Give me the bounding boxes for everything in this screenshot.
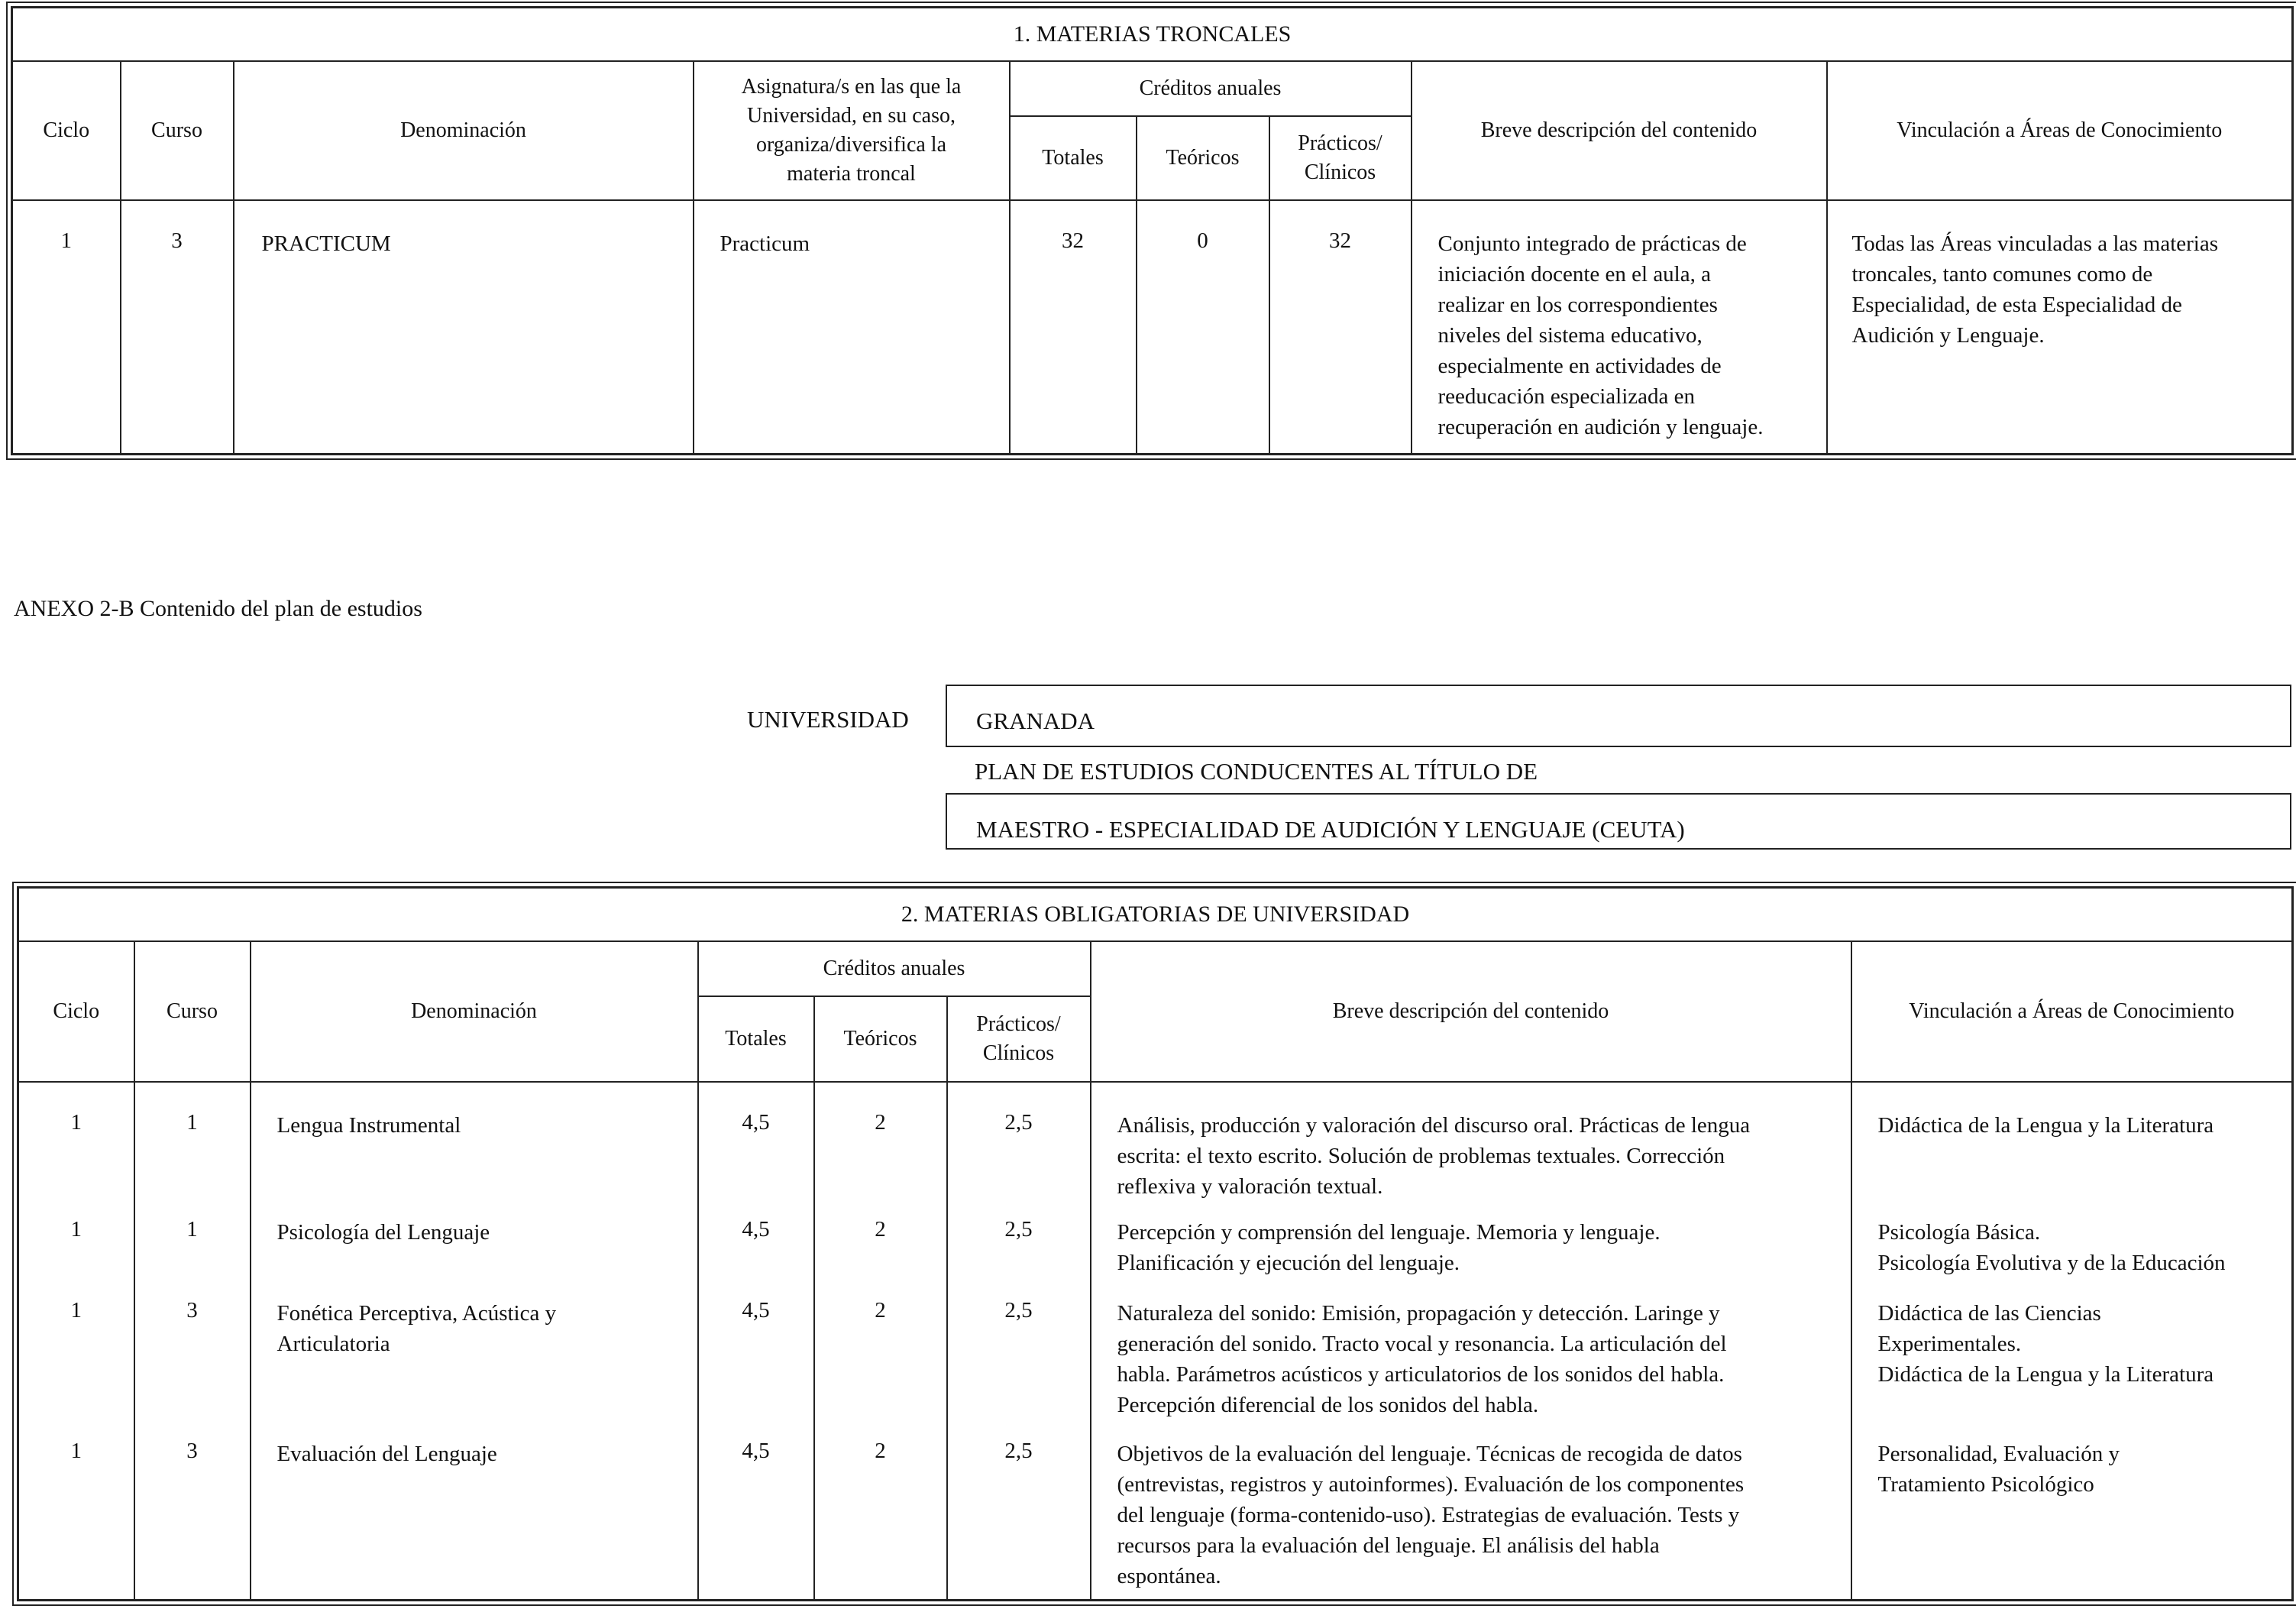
descripcion-line: reflexiva y valoración textual. <box>1117 1174 1383 1199</box>
header-asignaturas <box>694 61 1010 200</box>
vinculacion-line: Todas las Áreas vinculadas a las materias <box>1851 231 2219 256</box>
cell-denominacion <box>251 1289 698 1429</box>
vinculacion-line: Audición y Lenguaje. <box>1851 323 2045 348</box>
header-vinculacion: Vinculación a Áreas de Conocimiento <box>1851 941 2293 1082</box>
cell-denominacion <box>251 1429 698 1601</box>
vinculacion-line: Experimentales. <box>1877 1332 2022 1356</box>
header-creditos: Créditos anuales <box>698 941 1091 996</box>
vinculacion-line: Didáctica de la Lengua y la Literatura <box>1877 1362 2214 1387</box>
cell-practicos: 2,5 <box>947 1082 1091 1208</box>
denominacion-line: Psicología del Lenguaje <box>276 1220 490 1245</box>
descripcion-line: especialmente en actividades de <box>1437 354 1722 378</box>
header-vinculacion: Vinculación a Áreas de Conocimiento <box>1827 61 2293 200</box>
header-practicos-line: Clínicos <box>982 1041 1055 1065</box>
descripcion-line: recuperación en audición y lenguaje. <box>1437 415 1764 439</box>
vinculacion-line: Personalidad, Evaluación y <box>1877 1442 2120 1466</box>
cell-totales: 4,5 <box>698 1082 814 1208</box>
cell-curso: 1 <box>134 1208 251 1289</box>
cell-denominacion <box>251 1208 698 1289</box>
header-practicos <box>947 996 1091 1082</box>
cell-vinculacion <box>1827 200 2293 455</box>
table-row <box>12 200 2293 455</box>
descripcion-line: reeducación especializada en <box>1437 384 1696 409</box>
cell-totales: 32 <box>1010 200 1137 455</box>
denominacion-line: Fonética Perceptiva, Acústica y <box>276 1301 557 1326</box>
descripcion-line: realizar en los correspondientes <box>1437 293 1718 317</box>
cell-totales: 4,5 <box>698 1208 814 1289</box>
cell-totales: 4,5 <box>698 1289 814 1429</box>
vinculacion-line: Didáctica de la Lengua y la Literatura <box>1877 1113 2214 1138</box>
cell-descripcion <box>1091 1208 1851 1289</box>
cell-vinculacion <box>1851 1289 2293 1429</box>
cell-ciclo: 1 <box>18 1082 134 1208</box>
descripcion-line: Percepción y comprensión del lenguaje. Memoria y lenguaje. <box>1117 1220 1661 1245</box>
cell-descripcion <box>1412 200 1827 455</box>
cell-asignatura: Practicum <box>694 200 1010 455</box>
cell-practicos: 2,5 <box>947 1289 1091 1429</box>
troncales-title: 1. MATERIAS TRONCALES <box>12 8 2293 62</box>
header-asignaturas-line: Universidad, en su caso, <box>747 104 956 128</box>
cell-practicos: 32 <box>1269 200 1412 455</box>
header-denominacion: Denominación <box>234 61 694 200</box>
header-ciclo: Ciclo <box>12 61 121 200</box>
descripcion-line: Objetivos de la evaluación del lenguaje. Técnicas de recogida de datos <box>1117 1442 1742 1466</box>
table-row <box>18 1429 2293 1601</box>
descripcion-line: Análisis, producción y valoración del discurso oral. Prácticas de lengua <box>1117 1113 1751 1138</box>
cell-curso: 1 <box>134 1082 251 1208</box>
cell-vinculacion <box>1851 1082 2293 1208</box>
cell-teoricos: 2 <box>814 1429 947 1601</box>
cell-teoricos: 0 <box>1137 200 1269 455</box>
vinculacion-line: Tratamiento Psicológico <box>1877 1472 2094 1497</box>
cell-totales: 4,5 <box>698 1429 814 1601</box>
universidad-label: UNIVERSIDAD <box>747 706 909 733</box>
header-denominacion: Denominación <box>251 941 698 1082</box>
universidad-value: GRANADA <box>946 685 2291 747</box>
cell-denominacion <box>251 1082 698 1208</box>
descripcion-line: Naturaleza del sonido: Emisión, propagación y detección. Laringe y <box>1117 1301 1720 1326</box>
vinculacion-line: Didáctica de las Ciencias <box>1877 1301 2101 1326</box>
table-row <box>18 1208 2293 1289</box>
obligatorias-title: 2. MATERIAS OBLIGATORIAS DE UNIVERSIDAD <box>18 888 2293 942</box>
cell-curso: 3 <box>134 1289 251 1429</box>
cell-descripcion <box>1091 1082 1851 1208</box>
troncales-table <box>11 6 2294 455</box>
header-practicos-line: Prácticos/ <box>1298 131 1382 155</box>
vinculacion-line: Psicología Básica. <box>1877 1220 2041 1245</box>
header-teoricos: Teóricos <box>1137 116 1269 200</box>
header-descripcion: Breve descripción del contenido <box>1412 61 1827 200</box>
descripcion-line: (entrevistas, registros y autoinformes). Evaluación de los componentes <box>1117 1472 1745 1497</box>
vinculacion-line: Especialidad, de esta Especialidad de <box>1851 293 2182 317</box>
descripcion-line: niveles del sistema educativo, <box>1437 323 1703 348</box>
cell-vinculacion <box>1851 1429 2293 1601</box>
cell-practicos: 2,5 <box>947 1208 1091 1289</box>
cell-ciclo: 1 <box>12 200 121 455</box>
denominacion-line: Lengua Instrumental <box>276 1113 461 1138</box>
descripcion-line: recursos para la evaluación del lenguaje. El análisis del habla <box>1117 1533 1660 1558</box>
descripcion-line: habla. Parámetros acústicos y articulatorios de los sonidos del habla. <box>1117 1362 1725 1387</box>
header-practicos-line: Prácticos/ <box>976 1012 1061 1036</box>
obligatorias-table <box>17 886 2294 1601</box>
cell-teoricos: 2 <box>814 1082 947 1208</box>
cell-ciclo: 1 <box>18 1208 134 1289</box>
header-curso: Curso <box>134 941 251 1082</box>
descripcion-line: Planificación y ejecución del lenguaje. <box>1117 1251 1460 1275</box>
descripcion-line: espontánea. <box>1117 1564 1221 1588</box>
cell-practicos: 2,5 <box>947 1429 1091 1601</box>
cell-teoricos: 2 <box>814 1208 947 1289</box>
header-practicos <box>1269 116 1412 200</box>
cell-ciclo: 1 <box>18 1429 134 1601</box>
header-teoricos: Teóricos <box>814 996 947 1082</box>
cell-denominacion: PRACTICUM <box>234 200 694 455</box>
cell-ciclo: 1 <box>18 1289 134 1429</box>
cell-teoricos: 2 <box>814 1289 947 1429</box>
cell-descripcion <box>1091 1289 1851 1429</box>
header-creditos: Créditos anuales <box>1010 61 1412 116</box>
descripcion-line: del lenguaje (forma-contenido-uso). Estrategias de evaluación. Tests y <box>1117 1503 1740 1527</box>
header-asignaturas-line: Asignatura/s en las que la <box>741 75 962 99</box>
cell-curso: 3 <box>134 1429 251 1601</box>
cell-descripcion <box>1091 1429 1851 1601</box>
header-totales: Totales <box>698 996 814 1082</box>
descripcion-line: Conjunto integrado de prácticas de <box>1437 231 1747 256</box>
descripcion-line: Percepción diferencial de los sonidos del habla. <box>1117 1393 1539 1417</box>
header-practicos-line: Clínicos <box>1304 160 1376 184</box>
vinculacion-line: Psicología Evolutiva y de la Educación <box>1877 1251 2226 1275</box>
anexo-heading: ANEXO 2-B Contenido del plan de estudios <box>14 596 422 621</box>
denominacion-line: Articulatoria <box>276 1332 390 1356</box>
descripcion-line: escrita: el texto escrito. Solución de problemas textuales. Corrección <box>1117 1144 1725 1168</box>
descripcion-line: iniciación docente en el aula, a <box>1437 262 1711 287</box>
descripcion-line: generación del sonido. Tracto vocal y resonancia. La articulación del <box>1117 1332 1727 1356</box>
table-row <box>18 1082 2293 1208</box>
cell-vinculacion <box>1851 1208 2293 1289</box>
header-descripcion: Breve descripción del contenido <box>1091 941 1851 1082</box>
header-curso: Curso <box>121 61 234 200</box>
titulo-value: MAESTRO - ESPECIALIDAD DE AUDICIÓN Y LENGUAJE (CEUTA) <box>946 793 2291 850</box>
header-totales: Totales <box>1010 116 1137 200</box>
denominacion-line: Evaluación del Lenguaje <box>276 1442 497 1466</box>
vinculacion-line: troncales, tanto comunes como de <box>1851 262 2153 287</box>
plan-label: PLAN DE ESTUDIOS CONDUCENTES AL TÍTULO DE <box>975 758 1538 785</box>
cell-curso: 3 <box>121 200 234 455</box>
table-row <box>18 1289 2293 1429</box>
header-ciclo: Ciclo <box>18 941 134 1082</box>
header-asignaturas-line: materia troncal <box>787 162 916 186</box>
header-asignaturas-line: organiza/diversifica la <box>755 133 947 157</box>
